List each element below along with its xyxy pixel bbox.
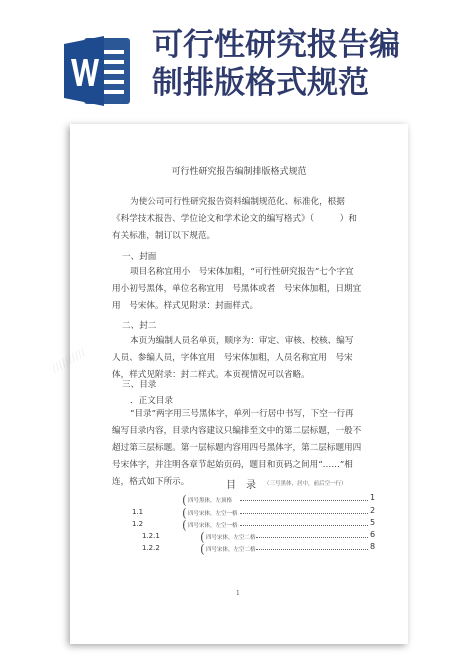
intro-paragraph: 为使公司可行性研究报告资料编制规范化、标准化，根据《科学技术报告、学位论文和学术论文的编写格式》（ ）和有关标准，制订以下规范。 [112, 197, 357, 241]
toc-entry-number: 1.2.2 [142, 544, 160, 552]
section-3-paragraph: “目录”两字用三号黑体字，单列一行居中书写，下空一行再编写目录内容，目录内容建议只编排至文中的第二层标题，一般不超过第三层标题。第一层标题内容用四号黑体字，第二层标题用四号宋体字，并注明各章节起始页码，题目和页码之间用“……”相连，格式如下所示。 [112, 409, 362, 487]
toc-entry: 1.1 ( 四号宋体，左空一格 2 [132, 506, 376, 520]
toc-entry-label: 四号宋体，左空一格 [188, 511, 238, 517]
toc-entry: ( 四号黑体，左顶格 1 [182, 493, 376, 507]
toc-entry-label: 四号宋体，左空二格 [206, 535, 256, 541]
toc-entry: 1.2.1 ( 四号宋体，左空二格 6 [142, 530, 376, 544]
section-2-heading: 二、封二 [122, 321, 157, 331]
toc-entry-number: 1.1 [132, 508, 144, 516]
header [0, 0, 474, 120]
section-3-heading: 三、目录 [122, 380, 157, 390]
banner-title [152, 26, 468, 102]
watermark: ////////// [49, 345, 88, 376]
toc-entry: 1.2.2 ( 四号宋体，左空二格 8 [142, 542, 376, 556]
toc-entry-page: 8 [370, 542, 376, 551]
toc-entry-page: 5 [370, 518, 376, 527]
toc-entry-page: 6 [370, 530, 376, 539]
toc-entry-number: 1.2.1 [142, 532, 160, 540]
word-icon [64, 32, 134, 110]
toc-entry-page: 2 [370, 506, 376, 515]
document-body [49, 124, 408, 644]
banner-title-line-2: 制排版格式规范 [152, 65, 369, 101]
section-1-paragraph: 项目名称宜用小 号宋体加粗，“可行性研究报告”七个字宜用小初号黑体，单位名称宜用 号黑体或者 号宋体加粗，日期宜用 号宋体。样式见附录：封面样式。 [112, 267, 362, 311]
banner-title-line-1: 可行性研究报告编 [152, 27, 400, 63]
section-1-heading: 一、封面 [122, 252, 157, 262]
toc-entry: 1.2 ( 四号宋体，左空一格 5 [132, 518, 376, 532]
toc-entry-label: 四号宋体，左空一格 [188, 523, 238, 529]
document-page [49, 124, 408, 644]
toc-title: 目 录 [226, 480, 256, 491]
toc-entry-page: 1 [370, 493, 376, 502]
toc-entry-label: 四号宋体，左空二格 [206, 547, 256, 553]
section-2-paragraph: 本页为编制人员名单页，顺序为：审定、审核、校核、编写人员、参编人员，字体宜用 号宋体加粗，人员名称宜用 号宋体，样式见附录：封二样式。本页视情况可以省略。 [112, 336, 354, 380]
toc-entry-label: 四号黑体，左顶格 [188, 498, 233, 504]
toc-note: （三号黑体，居中，前后空一行） [264, 481, 347, 487]
document-title: 可行性研究报告编制排版格式规范 [171, 167, 307, 177]
page-number: 1 [236, 590, 240, 597]
toc-entry-number: 1.2 [132, 520, 144, 528]
section-3-subheading: ．正文目录 [130, 396, 173, 406]
